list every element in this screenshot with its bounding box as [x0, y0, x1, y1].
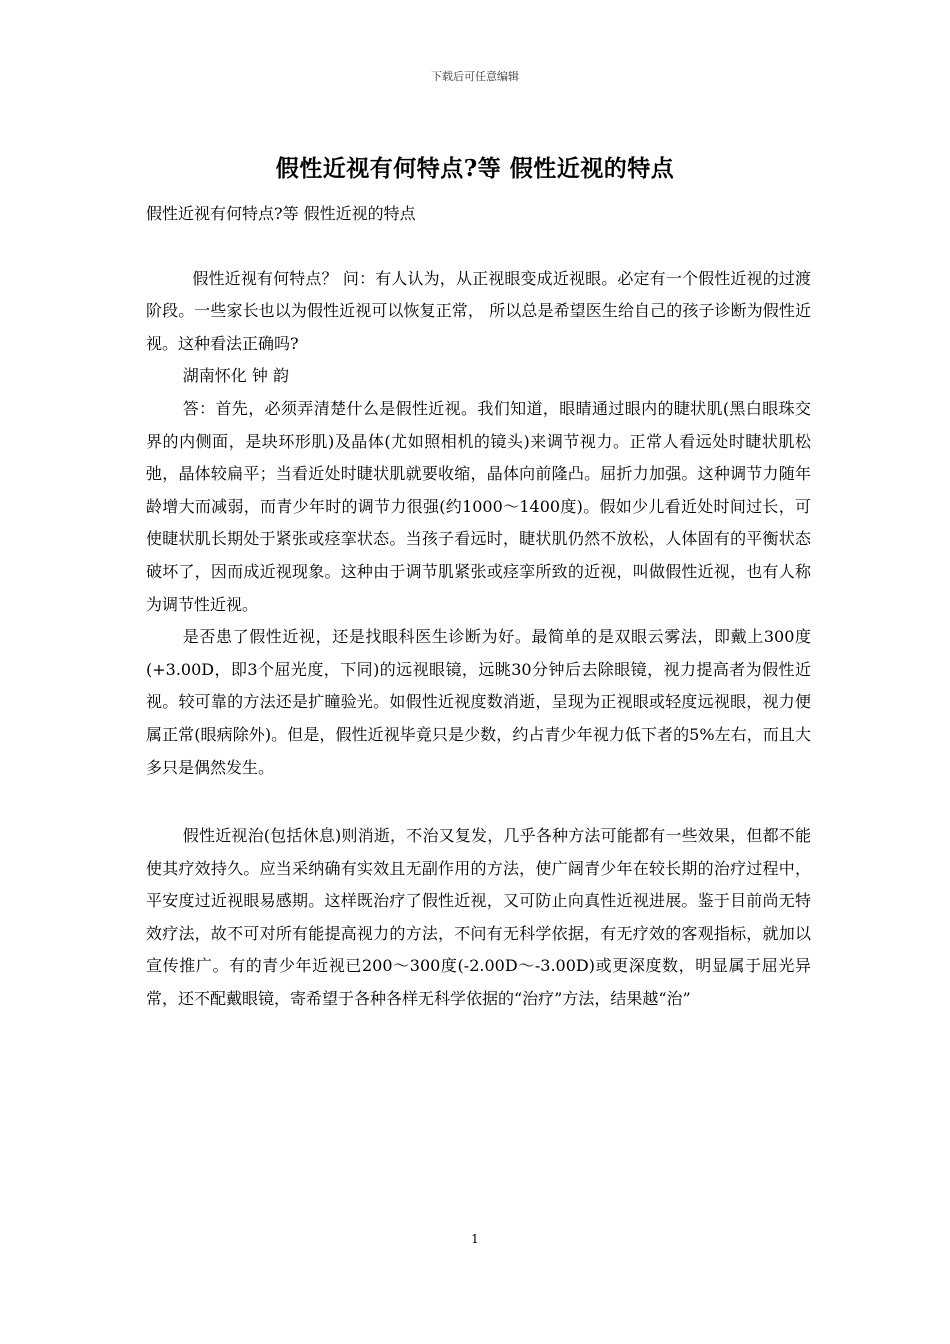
- page-number: 1: [471, 1232, 479, 1246]
- paragraph-answer: 答：首先，必须弄清楚什么是假性近视。我们知道，眼睛通过眼内的睫状肌(黑白眼珠交界的内侧面，是块环形肌)及晶体(尤如照相机的镜头)来调节视力。正常人看远处时睫状肌松弛，晶体较扁平；当看近处时睫状肌就要收缩，晶体向前隆凸。屈折力加强。这种调节力随年龄增大而减弱，而青少年时的调节力很强(约1000～1400度)。假如少儿看近处时间过长，可使睫状肌长期处于紧张或痉挛状态。当孩子看远时，睫状肌仍然不放松，人体固有的平衡状态破坏了，因而成近视现象。这种由于调节肌紧张或痉挛所致的近视，叫做假性近视，也有人称为调节性近视。: [146, 398, 811, 614]
- paragraph-treatment: 假性近视治(包括休息)则消逝，不治又复发，几乎各种方法可能都有一些效果，但都不能使其疗效持久。应当采纳确有实效且无副作用的方法，使广阔青少年在较长期的治疗过程中，平安度过近视眼易感期。这样既治疗了假性近视，又可防止向真性近视进展。鉴于目前尚无特效疗法，故不可对所有能提高视力的方法，不问有无科学依据，有无疗效的客观指标，就加以宣传推广。有的青少年近视已200～300度(-2.00D～-3.00D)或更深度数，明显属于屈光异常，还不配戴眼镜，寄希望于各种各样无科学依据的“治疗”方法，结果越“治”: [146, 826, 811, 1009]
- spacer: [146, 784, 811, 820]
- paragraph-author: 湖南怀化 钟 韵: [182, 366, 289, 386]
- spacer: [146, 231, 811, 263]
- document-body: [146, 198, 811, 1016]
- paragraph-diagnosis: 是否患了假性近视，还是找眼科医生诊断为好。最简单的是双眼云雾法，即戴上300度(+3.00D，即3个屈光度，下同)的远视眼镜，远眺30分钟后去除眼镜，视力提高者为假性近视。较可靠的方法还是扩瞳验光。如假性近视度数消逝，呈现为正视眼或轻度远视眼，视力便属正常(眼病除外)。但是，假性近视毕竟只是少数，约占青少年视力低下者的5%左右，而且大多只是偶然发生。: [146, 627, 811, 777]
- document-title: 假性近视有何特点?等 假性近视的特点: [275, 155, 675, 182]
- header-note: 下载后可任意编辑: [431, 70, 519, 83]
- document-subtitle: 假性近视有何特点?等 假性近视的特点: [146, 204, 416, 223]
- paragraph-question: 假性近视有何特点？ 问：有人认为，从正视眼变成近视眼。必定有一个假性近视的过渡阶段。一些家长也以为假性近视可以恢复正常， 所以总是希望医生给自己的孩子诊断为假性近视。这种看法正确吗?: [146, 268, 811, 353]
